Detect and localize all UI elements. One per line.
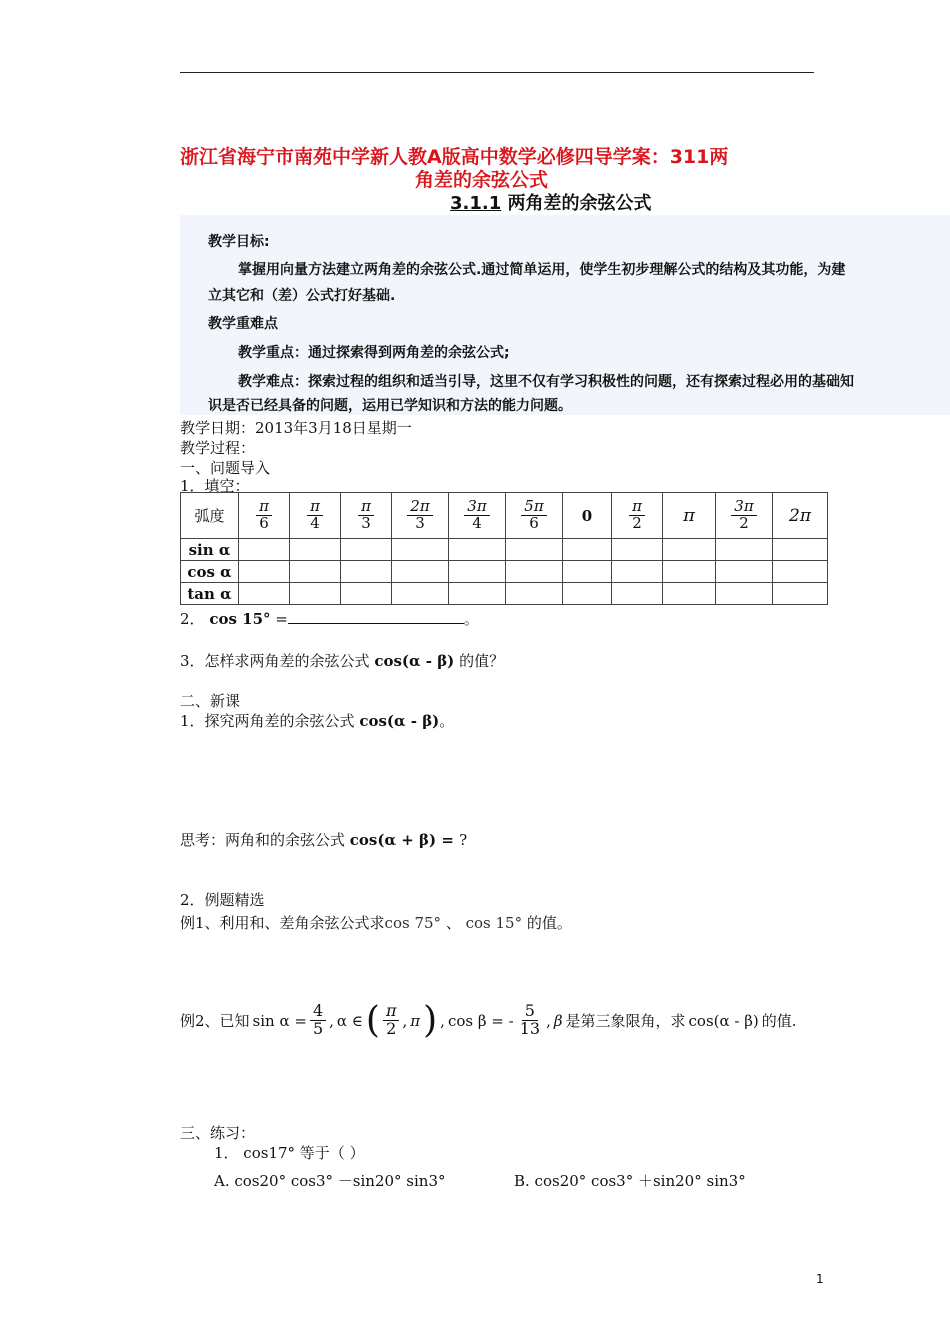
q3-text: 3．怎样求两角差的余弦公式: [180, 652, 370, 670]
document-title-line1: 浙江省海宁市南苑中学新人教A版高中数学必修四导学案：311两: [180, 146, 729, 168]
table-col-pi-4: $\frac{\pi}{4}$: [290, 493, 341, 539]
option-a: A. cos20° cos3° －sin20° sin3°: [214, 1172, 446, 1190]
subtitle-number: 3.1.1: [450, 193, 502, 214]
q3-expression: cos(α - β): [374, 652, 455, 670]
subtitle-text: 两角差的余弦公式: [507, 193, 652, 214]
example-2: 例2、已知 sin α = $\frac{4}{5}$ , α ∈ ( $\frac{\pi}{2}$ , π ) , cos β = - $\frac{5}{13}$ , β 是第三象限角，求 cos(α - β) 的值.: [180, 1000, 797, 1041]
table-col-3pi-4: $\frac{3\pi}{4}$: [449, 493, 506, 539]
trig-values-table: [180, 492, 828, 605]
section-subtitle: [450, 189, 652, 215]
think-question: 思考：两角和的余弦公式 cos(α + β) = ?: [180, 831, 468, 849]
table-row-sin: sin α: [181, 539, 239, 561]
goal-text-line2: 立其它和（差）公式打好基础.: [208, 288, 396, 304]
table-row-tan: tan α: [181, 583, 239, 605]
table-col-pi-3: $\frac{\pi}{3}$: [341, 493, 392, 539]
option-b: B. cos20° cos3° ＋sin20° sin3°: [514, 1172, 746, 1190]
top-rule: [180, 72, 814, 73]
examples-heading: 2．例题精选: [180, 891, 265, 909]
part2-item1: 1．探究两角差的余弦公式 cos(α - β)。: [180, 712, 455, 730]
part2-heading: 二、新课: [180, 692, 241, 710]
q2-expression: cos 15°: [209, 610, 271, 628]
table-col-pi-2: $\frac{\pi}{2}$: [612, 493, 663, 539]
document-title-line2: 角差的余弦公式: [415, 169, 549, 191]
goal-text-line1: 掌握用向量方法建立两角差的余弦公式.通过简单运用，使学生初步理解公式的结构及其功能，为建: [238, 262, 846, 278]
table-col-5pi-6: $\frac{5\pi}{6}$: [506, 493, 563, 539]
item1-expression: cos(α - β): [359, 712, 440, 730]
page-number: 1: [816, 1272, 824, 1286]
q2-equals: =: [275, 610, 288, 628]
key-heading: 教学重难点: [208, 316, 278, 332]
q2-label: 2．: [180, 610, 205, 628]
q3-end: 的值？: [459, 652, 505, 670]
part1-heading: 一、问题导入: [180, 459, 271, 477]
difficulty-line1: 教学难点：探索过程的组织和适当引导，这里不仅有学习积极性的问题，还有探索过程必用的基础知: [238, 374, 854, 390]
think-expression: cos(α + β) =: [349, 831, 460, 849]
table-row-cos: cos α: [181, 561, 239, 583]
exercise-1: 1． cos17° 等于（ ）: [214, 1144, 365, 1162]
table-col-pi: π: [663, 493, 716, 539]
q2-answer-blank[interactable]: [288, 609, 464, 624]
teaching-date: 教学日期：2013年3月18日星期一: [180, 419, 412, 437]
table-col-2pi: 2π: [773, 493, 828, 539]
table-header-label: 弧度: [181, 493, 239, 539]
key-point: 教学重点：通过探索得到两角差的余弦公式;: [238, 345, 510, 361]
difficulty-line2: 识是否已经具备的问题，运用已学知识和方法的能力问题。: [208, 398, 572, 414]
question-3: [180, 650, 504, 671]
table-col-zero: 0: [563, 493, 612, 539]
table-col-pi-6: $\frac{\pi}{6}$: [239, 493, 290, 539]
question-2: [180, 608, 479, 629]
example-1: 例1、利用和、差角余弦公式求cos 75° 、 cos 15° 的值。: [180, 914, 572, 932]
table-col-2pi-3: $\frac{2\pi}{3}$: [392, 493, 449, 539]
part3-heading: 三、练习：: [180, 1124, 256, 1142]
table-col-3pi-2: $\frac{3\pi}{2}$: [716, 493, 773, 539]
goal-heading: 教学目标:: [208, 234, 270, 250]
q2-end: 。: [463, 610, 479, 628]
fill-in-label: 1．填空：: [180, 477, 250, 495]
teaching-process: 教学过程：: [180, 439, 256, 457]
